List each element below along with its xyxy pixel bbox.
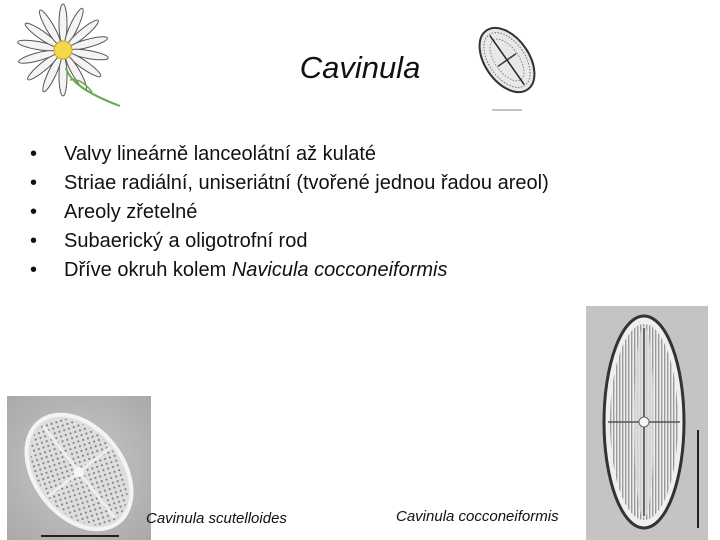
bullet-text: Dříve okruh kolem <box>64 259 232 281</box>
diatom-drawing-icon <box>470 18 544 114</box>
bullet-text: Areoly zřetelné <box>64 201 198 223</box>
bullet-text: Valvy lineárně lanceolátní až kulaté <box>64 143 377 165</box>
caption-left: Cavinula scutelloides <box>146 510 287 527</box>
micrograph-right <box>586 306 708 540</box>
micrograph-left <box>7 396 151 540</box>
bullet-symbol: • <box>30 201 38 223</box>
species-name: Navicula cocconeiformis <box>231 259 448 281</box>
bullet-symbol: • <box>30 143 38 165</box>
bullet-item <box>30 256 549 285</box>
bullet-symbol: • <box>30 259 38 281</box>
slide-title: Cavinula <box>299 50 421 85</box>
bullet-text: Striae radiální, uniseriátní (tvořené jednou řadou areol) <box>64 172 549 194</box>
bullet-symbol: • <box>30 172 38 194</box>
bullet-item <box>30 227 549 256</box>
bullet-list <box>30 140 549 285</box>
bullet-item <box>30 198 549 227</box>
daisy-logo-icon <box>8 2 126 112</box>
bullet-symbol: • <box>30 230 38 252</box>
bullet-item <box>30 169 549 198</box>
bullet-item <box>30 140 549 169</box>
caption-right: Cavinula cocconeiformis <box>396 508 559 525</box>
bullet-text: Subaerický a oligotrofní rod <box>64 230 308 252</box>
